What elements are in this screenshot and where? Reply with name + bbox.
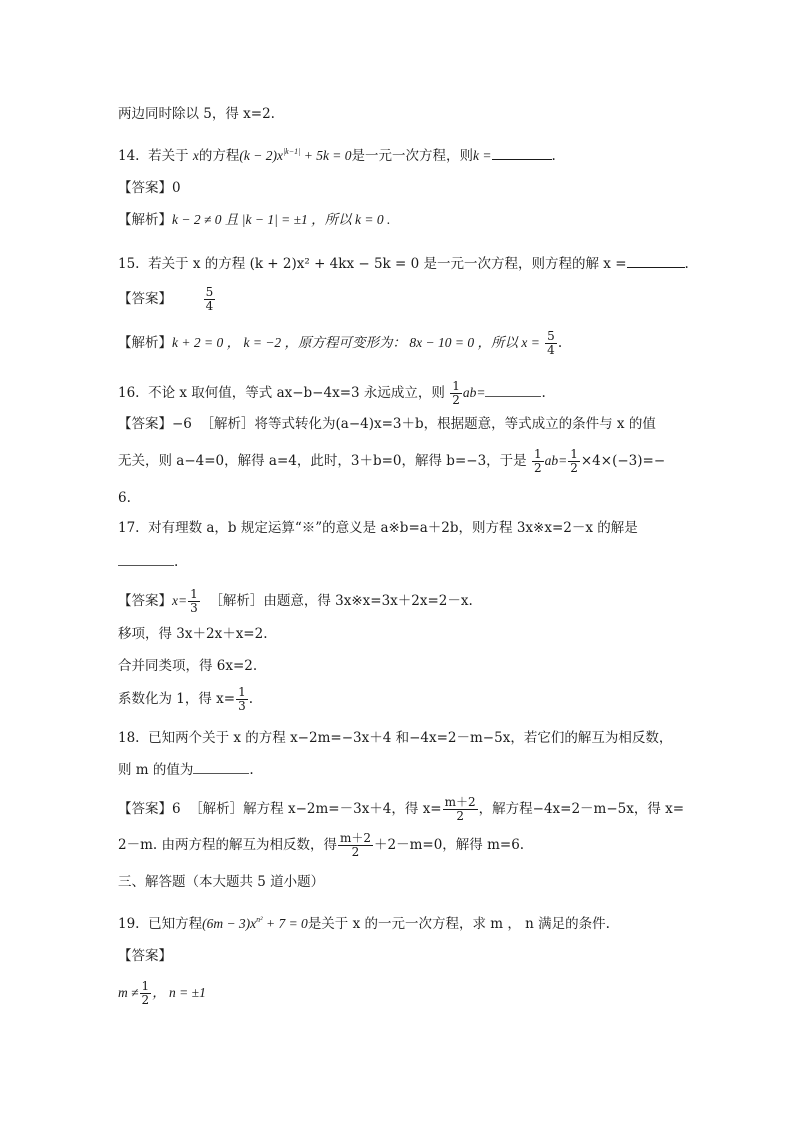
ask: k = [473, 148, 492, 163]
analysis-18-line2 [118, 832, 524, 859]
answer-fraction [204, 286, 216, 313]
question-18 [118, 728, 672, 748]
analysis-text: 无关，则 a−4=0，解得 a=4，此时，3＋b=0，解得 b=−3，于是 [118, 453, 527, 469]
question-number: 14. [118, 148, 140, 164]
equation-tail: + 5k = 0 [300, 148, 352, 163]
question-number: 19. [118, 916, 140, 932]
period: . [249, 762, 254, 778]
stem-text: 若关于 [148, 148, 189, 164]
variable: x [192, 148, 199, 163]
stem-text: 是关于 x 的一元一次方程，求 m ， n 满足的条件. [307, 916, 610, 932]
stem-text: 已知方程 [148, 916, 203, 932]
stem-fraction [450, 380, 462, 407]
denominator: 2 [570, 461, 578, 475]
answer-16 [118, 414, 656, 434]
period: . [174, 554, 179, 570]
analysis-label: 【解析】 [118, 212, 172, 228]
answer-label: 【答案】 [118, 180, 172, 196]
question-19 [118, 910, 610, 934]
answer-label: 【答案】 [118, 593, 172, 609]
analysis-17-line4 [118, 686, 253, 713]
answer-19 [118, 980, 206, 1007]
analysis-fraction [236, 686, 248, 713]
numerator: 1 [533, 447, 542, 461]
denominator: 2 [351, 845, 360, 859]
question-15 [118, 254, 689, 274]
period: . [551, 148, 556, 164]
answer-label: 【答案】 [118, 291, 172, 307]
analysis-text: ×4×(−3)=− [580, 453, 666, 469]
question-number: 16. [118, 385, 140, 401]
answer-fraction [140, 980, 152, 1007]
period: . [248, 691, 254, 707]
analysis-fraction [545, 330, 557, 357]
stem-text: 已知两个关于 x 的方程 x−2m=−3x＋4 和−4x=2－m−5x，若它们的解互为相反数， [148, 730, 673, 746]
stem-text: 的方程 [198, 148, 240, 164]
answer-blank[interactable] [193, 760, 249, 774]
analysis-14 [118, 210, 390, 230]
numerator: 1 [570, 447, 578, 461]
answer-text: ， n = ±1 [152, 985, 206, 1000]
period: . [557, 335, 563, 351]
answer-value: 0 [172, 180, 181, 196]
period: . [684, 256, 689, 272]
stem-text: 则 m 的值为 [118, 762, 194, 778]
question-number: 15. [118, 256, 140, 272]
stem-text: 若关于 x 的方程 (k + 2)x² + 4kx − 5k = 0 是一元一次方程，则方程的解 x = [148, 256, 627, 272]
analysis-text: ［解析］由题意，得 3x※x=3x＋2x=2－x. [209, 593, 473, 609]
stem-text: 对有理数 a，b 规定运算“※”的意义是 a※b=a＋2b，则方程 3x※x=2－x 的解是 [148, 520, 638, 536]
denominator: 4 [547, 343, 555, 357]
exponent: n² [256, 915, 263, 924]
intro-line: 两边同时除以 5，得 x=2. [118, 106, 275, 122]
question-17-blank-line [118, 552, 178, 572]
numerator: 1 [238, 685, 246, 699]
answer-text: m ≠ [118, 985, 139, 1000]
exponent: |k−1| [282, 147, 301, 156]
stem-tail: ab= [462, 385, 486, 400]
answer-blank[interactable] [118, 552, 174, 566]
numerator: 1 [452, 379, 460, 393]
analysis-fraction [443, 796, 478, 823]
analysis-text: k + 2 = 0 ， k = −2 ，原方程可变形为： 8x − 10 = 0 ，所以 x = [172, 335, 540, 350]
analysis-text: 系数化为 1，得 x= [118, 691, 236, 707]
answer-label: 【答案】 [118, 416, 172, 432]
analysis-text: ，解方程−4x=2－m−5x，得 x= [478, 801, 685, 817]
answer-15 [118, 286, 216, 313]
denominator: 3 [190, 601, 198, 615]
numerator: 5 [547, 329, 555, 343]
answer-18 [118, 796, 684, 823]
equation-tail: + 7 = 0 [262, 916, 308, 931]
analysis-16-line2 [118, 448, 665, 475]
denominator: 4 [205, 299, 214, 313]
numerator: 1 [190, 587, 198, 601]
question-18-line2 [118, 760, 254, 780]
equation: (k − 2)x [239, 148, 283, 163]
numerator: 5 [205, 285, 214, 299]
question-14 [118, 142, 556, 166]
answer-19-label: 【答案】 [118, 948, 172, 964]
analysis-text: 2－m. 由两方程的解互为相反数，得 [118, 837, 337, 853]
numerator: m＋2 [339, 831, 371, 845]
answer-blank[interactable] [627, 254, 685, 268]
analysis-16-line3: 6. [118, 490, 131, 506]
denominator: 2 [533, 461, 542, 475]
analysis-text: ［解析］将等式转化为(a−4)x=3＋b，根据题意，等式成立的条件与 x 的值 [200, 416, 656, 432]
denominator: 2 [452, 393, 460, 407]
answer-blank[interactable] [492, 146, 552, 160]
analysis-15 [118, 330, 562, 357]
answer-fraction [188, 588, 200, 615]
analysis-fraction [338, 832, 373, 859]
numerator: m＋2 [444, 795, 476, 809]
analysis-text: ab= [544, 453, 568, 468]
answer-17 [118, 588, 473, 615]
analysis-text: ＋2－m=0，解得 m=6. [374, 837, 525, 853]
section-heading: 三、解答题（本大题共 5 道小题） [118, 874, 325, 890]
fraction-half [532, 448, 544, 475]
answer-blank[interactable] [485, 383, 541, 397]
fraction-half [568, 448, 580, 475]
question-17 [118, 518, 638, 538]
analysis-text: ［解析］解方程 x−2m=－3x＋4，得 x= [189, 801, 442, 817]
denominator: 3 [238, 699, 246, 713]
answer-14 [118, 178, 181, 198]
analysis-17-line2: 移项，得 3x＋2x＋x=2. [118, 626, 268, 642]
answer-prefix: x= [172, 593, 188, 608]
analysis-17-line3: 合并同类项，得 6x=2. [118, 658, 258, 674]
answer-value: 6 [172, 801, 181, 817]
answer-value: −6 [172, 416, 192, 432]
stem-text: 是一元一次方程，则 [351, 148, 474, 164]
question-16 [118, 380, 546, 407]
question-number: 17. [118, 520, 140, 536]
analysis-label: 【解析】 [118, 335, 172, 351]
question-number: 18. [118, 730, 140, 746]
period: . [541, 385, 546, 401]
stem-text: 不论 x 取何值，等式 ax−b−4x=3 永远成立，则 [148, 385, 445, 401]
denominator: 2 [456, 809, 464, 823]
denominator: 2 [141, 993, 150, 1007]
analysis-text: k − 2 ≠ 0 且 |k − 1| = ±1 ，所以 k = 0 . [172, 212, 391, 227]
answer-label: 【答案】 [118, 801, 172, 817]
numerator: 1 [141, 979, 150, 993]
equation: (6m − 3)x [202, 916, 257, 931]
